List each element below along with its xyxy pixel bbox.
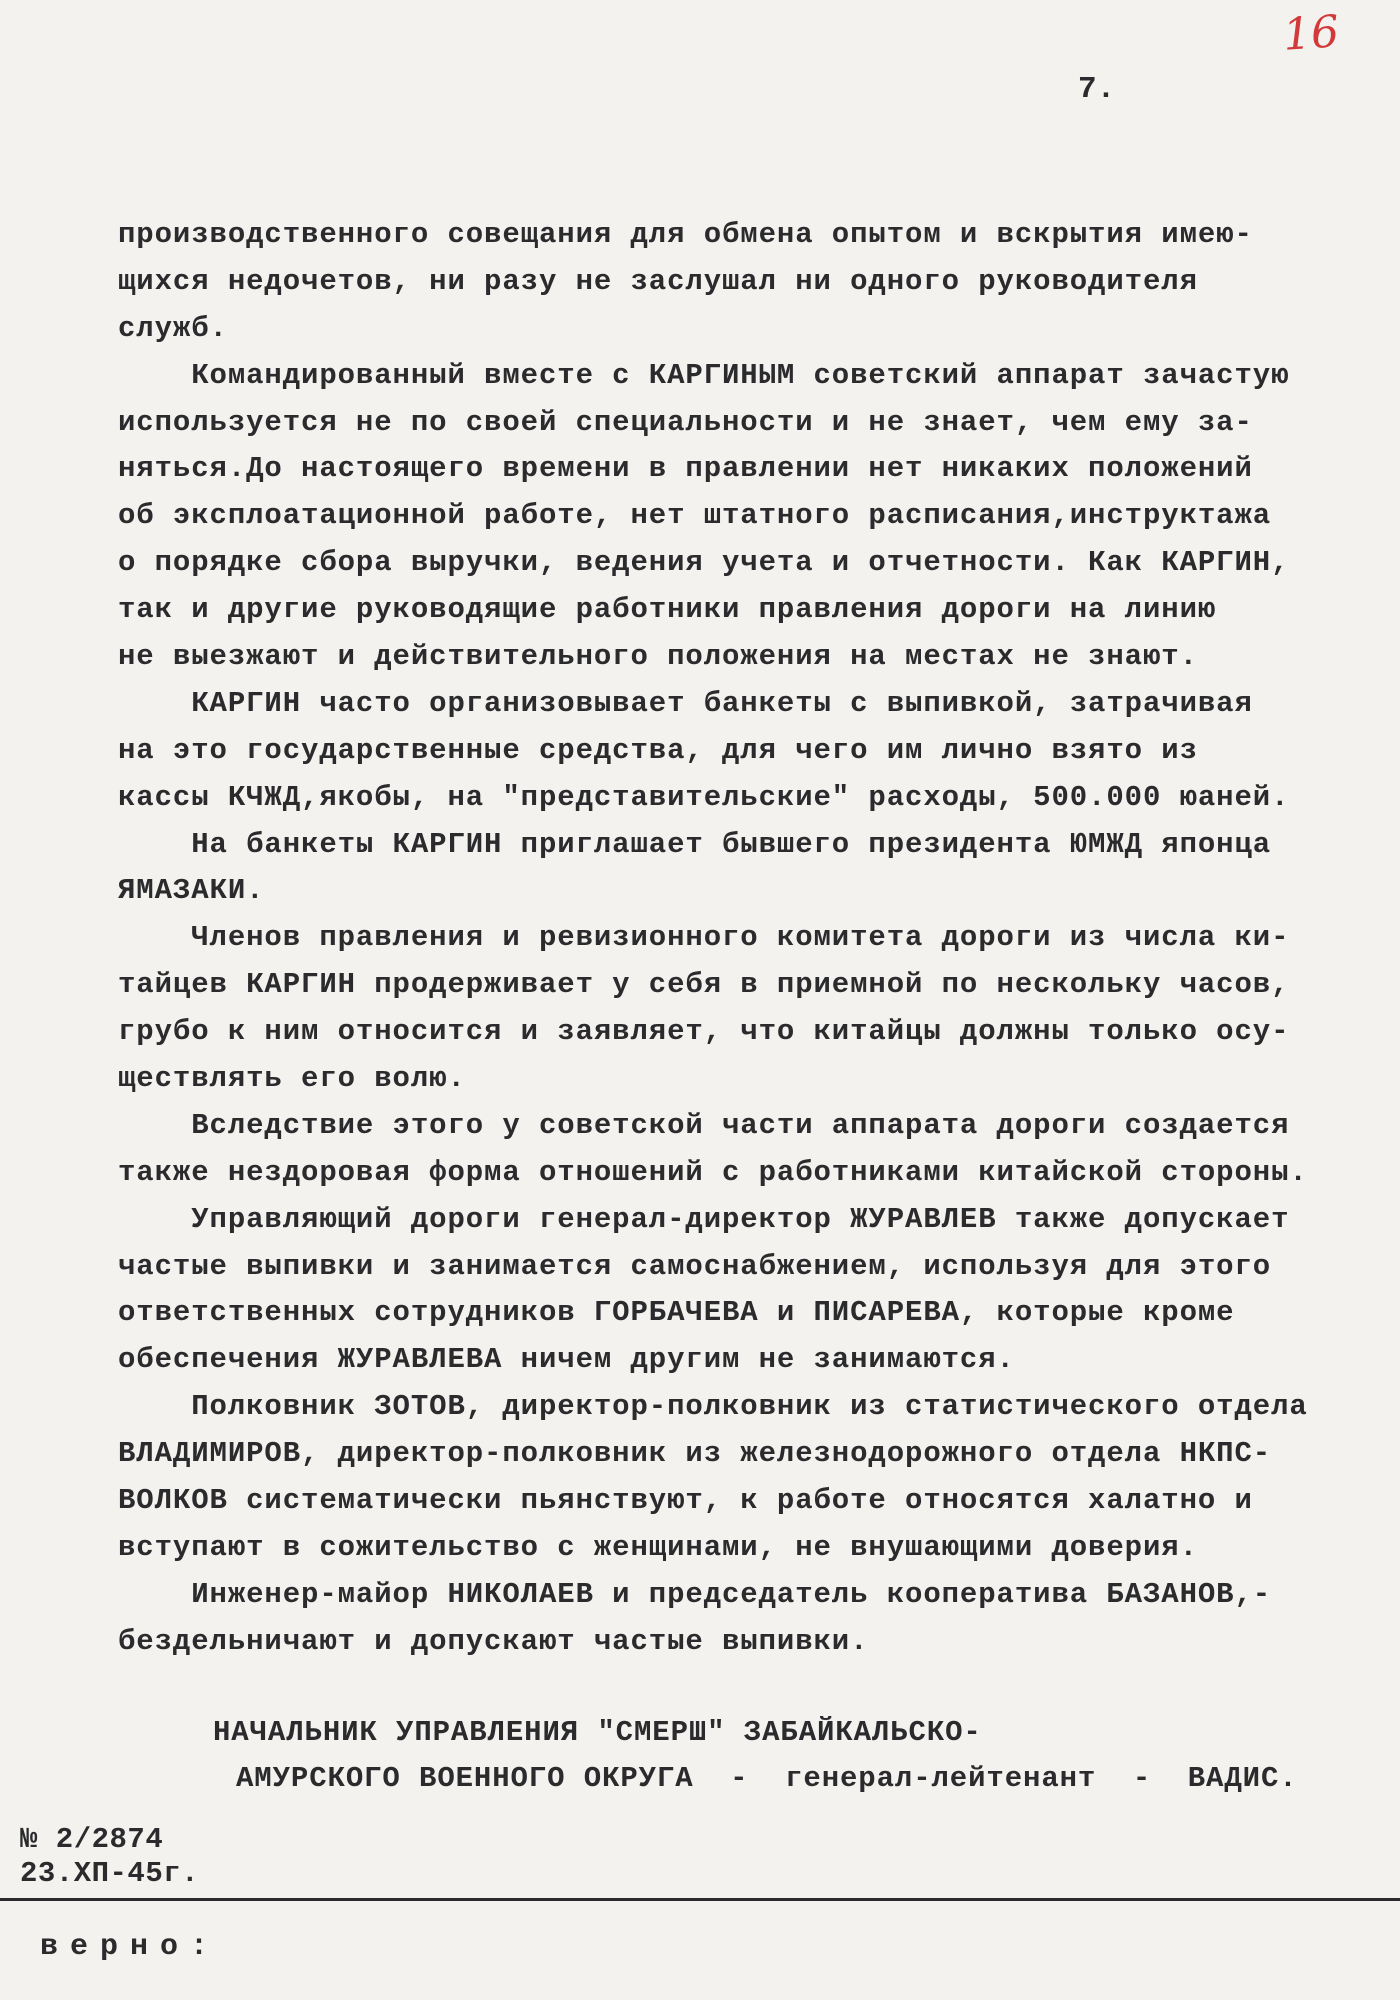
page-number: 7. (1078, 72, 1116, 107)
text-line: Вследствие этого у советской части аппарата дороги создается (118, 1108, 1290, 1142)
text-line: тайцев КАРГИН продерживает у себя в приемной по нескольку часов, (118, 968, 1290, 1002)
signature-block (118, 1710, 1398, 1802)
text-line: няться.До настоящего времени в правлении нет никаких положений (118, 452, 1253, 486)
text-line: Управляющий дороги генерал-директор ЖУРАВЛЕВ также допускает (118, 1202, 1290, 1236)
text-line: ВОЛКОВ систематически пьянствуют, к работе относятся халатно и (118, 1484, 1253, 1518)
text-line: также нездоровая форма отношений с работниками китайской стороны. (118, 1155, 1308, 1189)
text-line: ществлять его волю. (118, 1062, 466, 1096)
horizontal-rule (0, 1898, 1400, 1901)
text-line: бездельничают и допускают частые выпивки. (118, 1624, 869, 1658)
text-line: Членов правления и ревизионного комитета дороги из числа ки- (118, 921, 1290, 955)
text-line: КАРГИН часто организовывает банкеты с выпивкой, затрачивая (118, 686, 1253, 720)
document-body (118, 212, 1398, 1666)
text-line: служб. (118, 311, 228, 345)
certification-mark: верно: (40, 1930, 221, 1964)
text-line: Инженер-майор НИКОЛАЕВ и председатель кооператива БАЗАНОВ,- (118, 1577, 1272, 1611)
text-line: ВЛАДИМИРОВ, директор-полковник из железнодорожного отдела НКПС- (118, 1437, 1272, 1471)
text-line: Полковник ЗОТОВ, директор-полковник из статистического отдела (118, 1390, 1308, 1424)
text-line: не выезжают и действительного положения на местах не знают. (118, 640, 1198, 674)
text-line: частые выпивки и занимается самоснабжением, используя для этого (118, 1249, 1272, 1283)
text-line: щихся недочетов, ни разу не заслушал ни одного руководителя (118, 264, 1198, 298)
text-line: о порядке сбора выручки, ведения учета и отчетности. Как КАРГИН, (118, 546, 1290, 580)
text-line: об эксплоатационной работе, нет штатного расписания,инструктажа (118, 499, 1272, 533)
text-line: ЯМАЗАКИ. (118, 874, 265, 908)
document-number: № 2/2874 (20, 1823, 164, 1856)
text-line: обеспечения ЖУРАВЛЕВА ничем другим не занимаются. (118, 1343, 1015, 1377)
text-line: ответственных сотрудников ГОРБАЧЕВА и ПИСАРЕВА, которые кроме (118, 1296, 1235, 1330)
text-line: Командированный вместе с КАРГИНЫМ советский аппарат зачастую (118, 358, 1290, 392)
text-line: На банкеты КАРГИН приглашает бывшего президента ЮМЖД японца (118, 827, 1272, 861)
text-line: используется не по своей специальности и не знает, чем ему за- (118, 405, 1253, 439)
signature-line: НАЧАЛЬНИК УПРАВЛЕНИЯ "СМЕРШ" ЗАБАЙКАЛЬСКО- (213, 1716, 982, 1749)
text-line: производственного совещания для обмена опытом и вскрытия имею- (118, 218, 1253, 251)
text-line: вступают в сожительство с женщинами, не внушающими доверия. (118, 1530, 1198, 1564)
text-line: кассы КЧЖД,якобы, на "представительские" расходы, 500.000 юаней. (118, 780, 1290, 814)
text-line: на это государственные средства, для чего им лично взято из (118, 733, 1198, 767)
archive-page-number: 16 (1281, 6, 1341, 61)
text-line: так и другие руководящие работники правления дороги на линию (118, 593, 1217, 627)
text-line: грубо к ним относится и заявляет, что китайцы должны только осу- (118, 1015, 1290, 1049)
document-date: 23.ХП-45г. (20, 1857, 200, 1890)
signature-line: АМУРСКОГО ВОЕННОГО ОКРУГА - генерал-лейтенант - ВАДИС. (236, 1762, 1298, 1795)
document-reference (20, 1823, 199, 1891)
